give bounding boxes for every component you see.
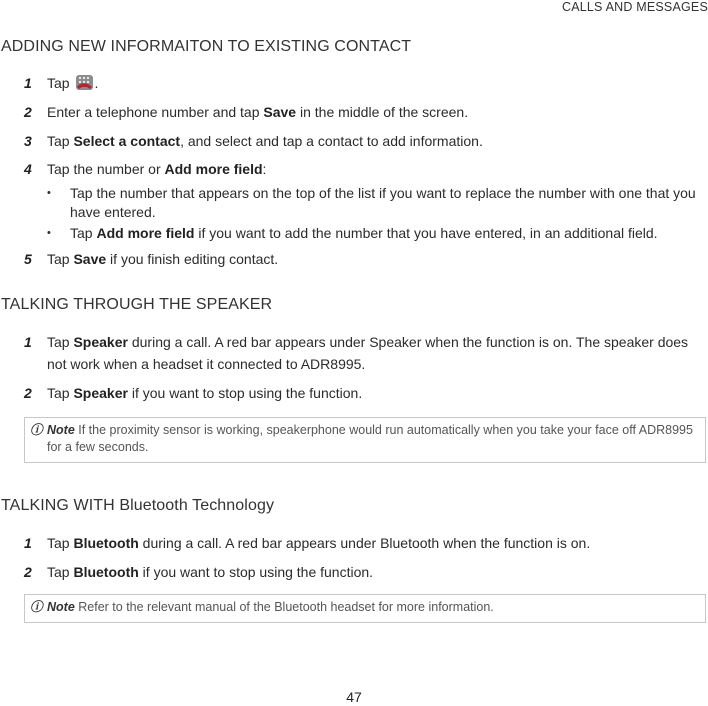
bluetooth-label: Bluetooth [73,535,139,551]
add-more-field-label: Add more field [164,161,263,177]
page-number: 47 [346,689,362,705]
phone-keypad-icon [75,74,94,91]
bullet-dot: • [47,227,51,239]
step-number: 1 [24,535,32,551]
info-icon: ⓘ [30,423,43,437]
step-number: 2 [24,564,32,580]
section-title-speaker: TALKING THROUGH THE SPEAKER [1,296,273,313]
note-label: Note [47,600,75,614]
info-icon: ⓘ [30,600,43,614]
add-more-field-label: Add more field [96,225,195,241]
note-bluetooth-manual: ⓘ Note Refer to the relevant manual of the Bluetooth headset for more information. [24,594,706,623]
step-number: 2 [24,385,32,401]
step-number: 5 [24,251,32,267]
speaker-label: Speaker [73,334,128,350]
speaker-label: Speaker [73,385,128,401]
step-number: 1 [24,334,32,350]
step-number: 2 [24,104,32,120]
step-number: 4 [24,161,32,177]
save-label: Save [73,251,107,267]
step-number: 1 [24,75,32,91]
step-number: 3 [24,133,32,149]
select-contact-label: Select a contact [73,133,181,149]
section-title-bluetooth: TALKING WITH Bluetooth Technology [1,497,275,514]
note-proximity-sensor: ⓘ Note If the proximity sensor is working, speakerphone would run automatically when you take your face off ADR8995 for a few seconds. [24,417,706,463]
bullet-dot: • [47,187,51,199]
section-title-adding-info: ADDING NEW INFORMAITON TO EXISTING CONTACT [1,38,412,55]
bluetooth-label: Bluetooth [73,564,139,580]
save-label: Save [263,104,297,120]
note-label: Note [47,423,75,437]
chapter-header: CALLS AND MESSAGES [561,0,708,14]
